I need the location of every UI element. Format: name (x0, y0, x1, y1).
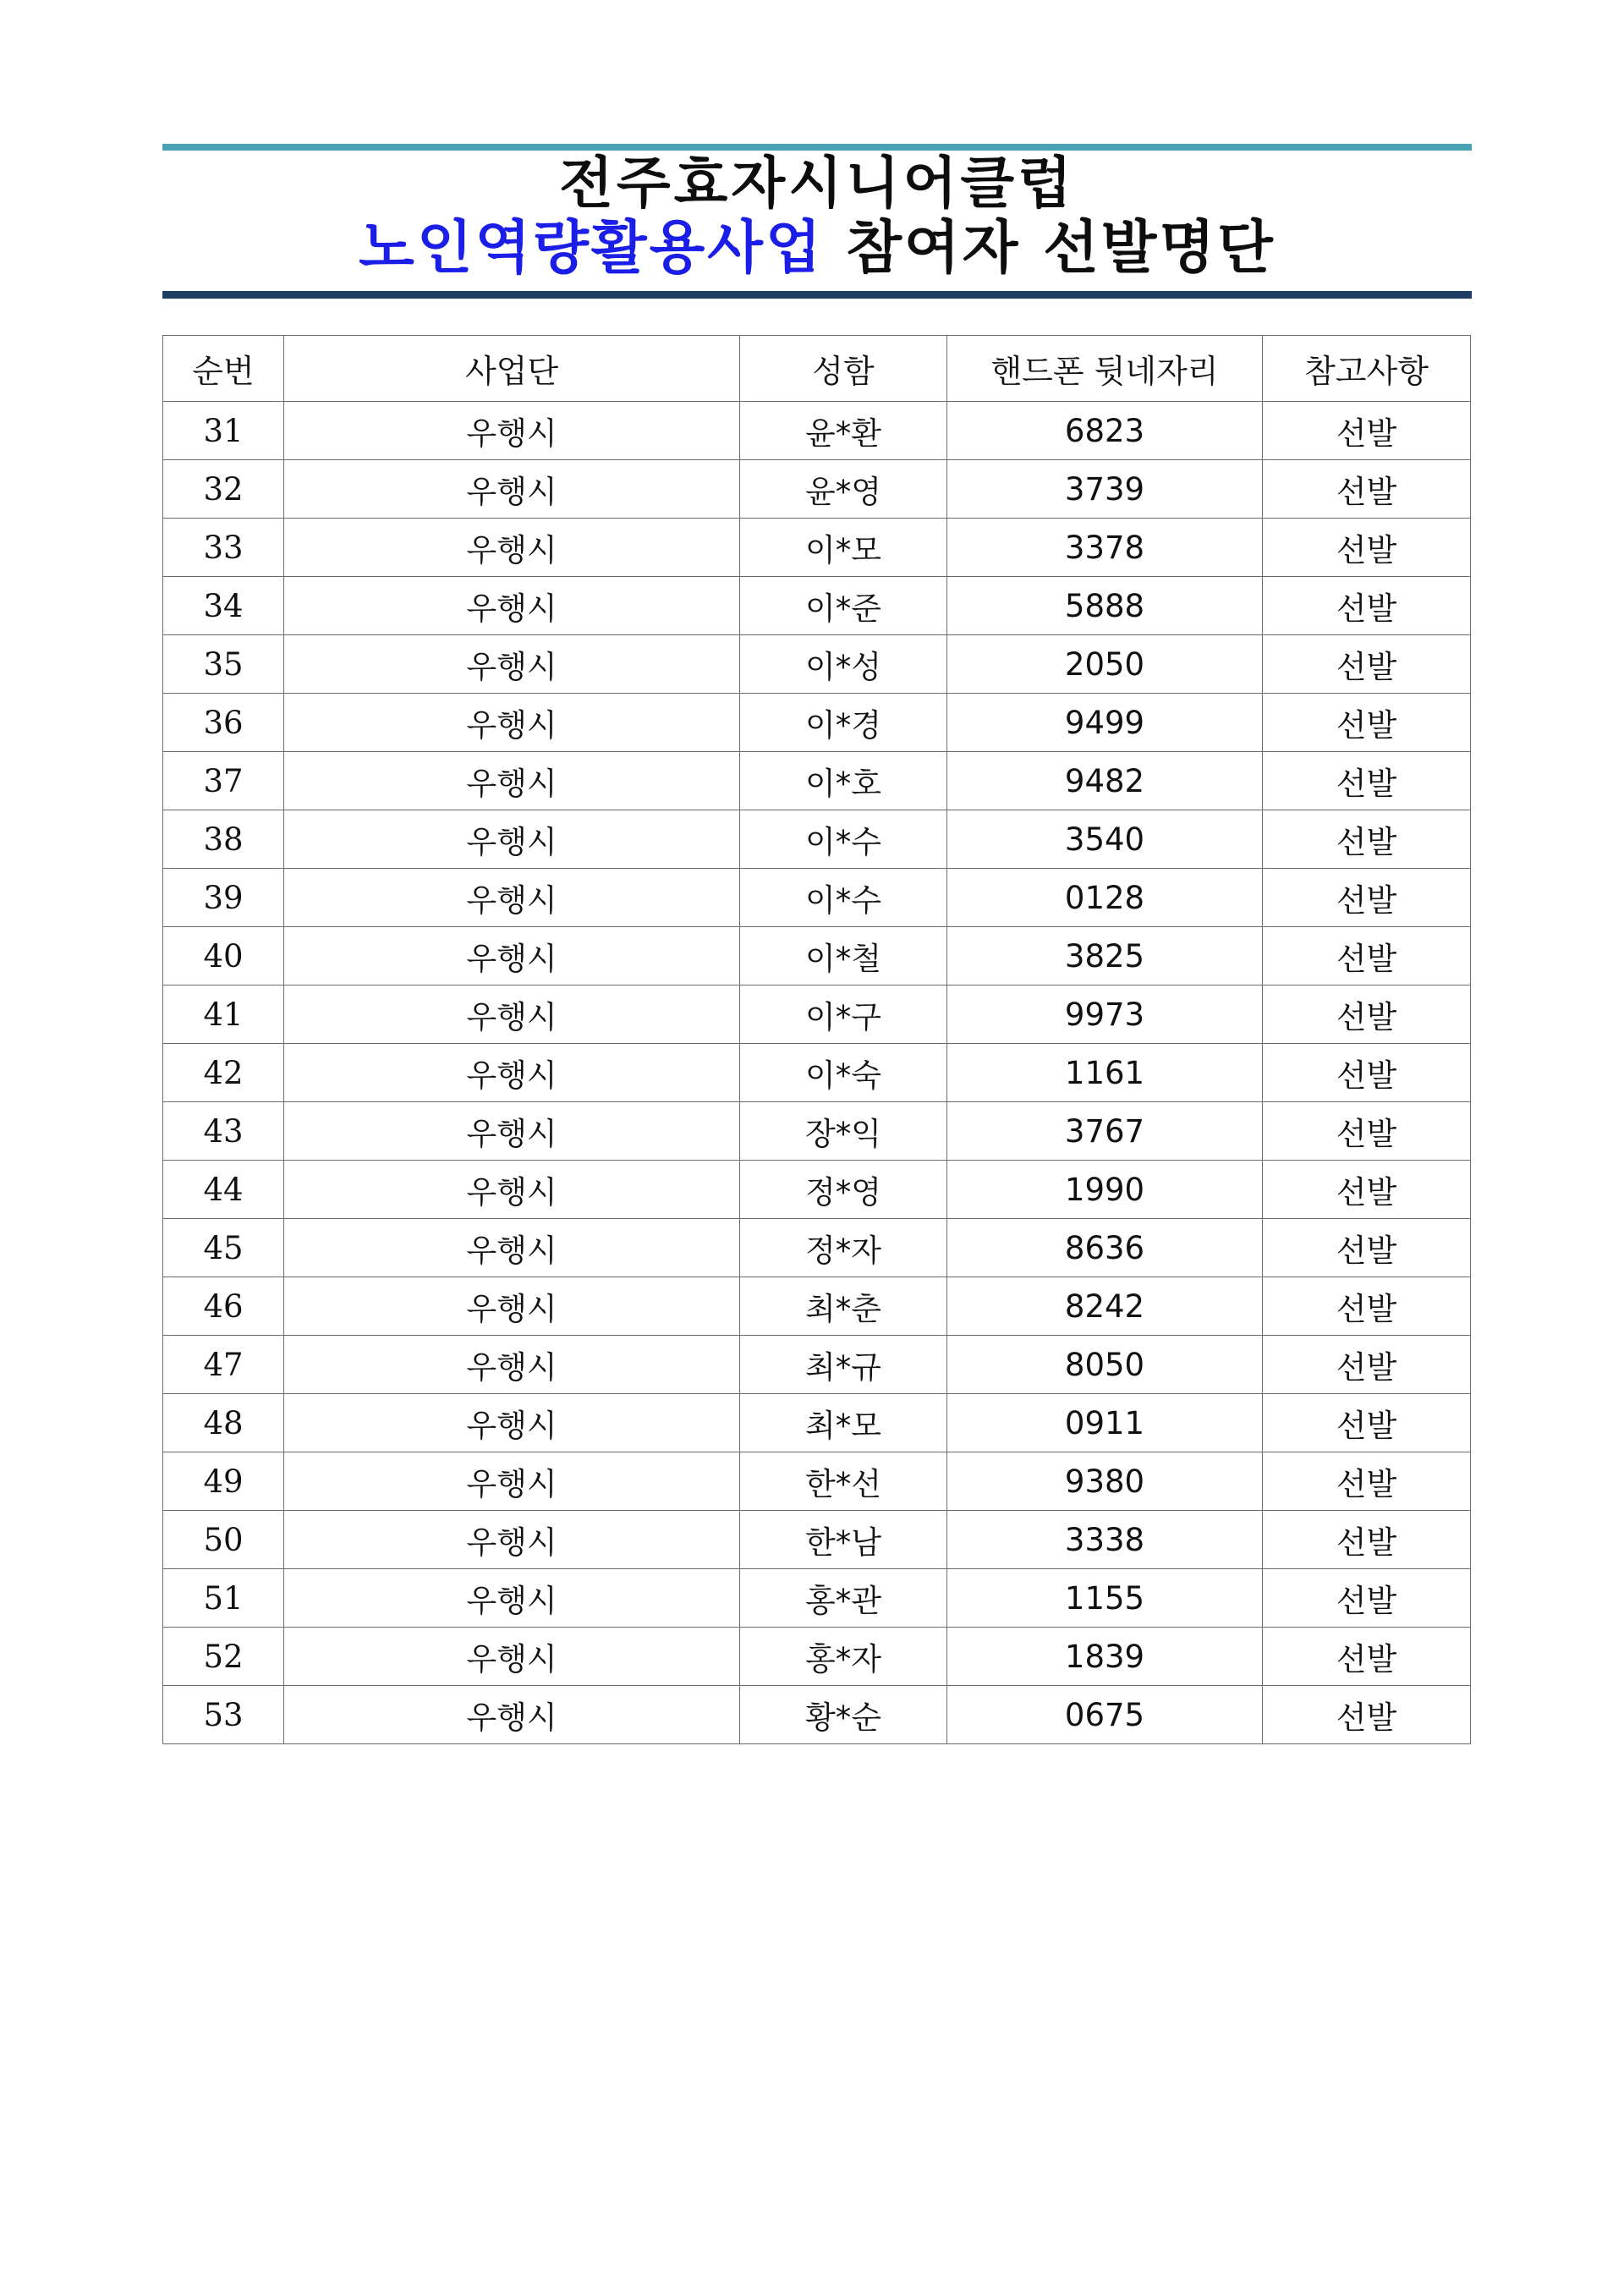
page-title-organization: 전주효자시니어클럽 (559, 151, 1075, 216)
cell-number: 41 (163, 986, 284, 1044)
cell-note: 선발 (1263, 635, 1471, 694)
cell-number: 46 (163, 1277, 284, 1336)
cell-phone-last4: 9380 (947, 1452, 1263, 1511)
cell-name: 최*춘 (740, 1277, 947, 1336)
cell-unit: 우행시 (284, 402, 740, 460)
cell-unit: 우행시 (284, 1628, 740, 1686)
cell-name: 홍*관 (740, 1569, 947, 1628)
cell-number: 50 (163, 1511, 284, 1569)
cell-note: 선발 (1263, 694, 1471, 752)
cell-phone-last4: 9499 (947, 694, 1263, 752)
cell-name: 정*자 (740, 1219, 947, 1277)
page-title-program (162, 215, 1472, 282)
cell-note: 선발 (1263, 1452, 1471, 1511)
program-name-highlight: 노인역량활용사업 (359, 215, 824, 282)
column-header-note: 참고사항 (1263, 336, 1471, 402)
column-header-unit: 사업단 (284, 336, 740, 402)
cell-number: 53 (163, 1686, 284, 1744)
cell-number: 37 (163, 752, 284, 810)
cell-unit: 우행시 (284, 1569, 740, 1628)
table-row (163, 1628, 1471, 1686)
cell-phone-last4: 9482 (947, 752, 1263, 810)
cell-name: 이*철 (740, 927, 947, 986)
table-row (163, 694, 1471, 752)
cell-phone-last4: 3540 (947, 810, 1263, 869)
participant-table (162, 335, 1471, 1744)
cell-name: 최*모 (740, 1394, 947, 1452)
program-title-suffix: 참여자 선발명단 (823, 215, 1276, 282)
cell-note: 선발 (1263, 986, 1471, 1044)
cell-unit: 우행시 (284, 927, 740, 986)
cell-note: 선발 (1263, 460, 1471, 519)
table-row (163, 1219, 1471, 1277)
cell-unit: 우행시 (284, 869, 740, 927)
cell-unit: 우행시 (284, 1044, 740, 1102)
table-row (163, 635, 1471, 694)
cell-unit: 우행시 (284, 1511, 740, 1569)
cell-note: 선발 (1263, 1336, 1471, 1394)
cell-name: 이*모 (740, 519, 947, 577)
cell-phone-last4: 3825 (947, 927, 1263, 986)
table-row (163, 869, 1471, 927)
cell-unit: 우행시 (284, 1336, 740, 1394)
column-header-number: 순번 (163, 336, 284, 402)
cell-phone-last4: 3739 (947, 460, 1263, 519)
cell-phone-last4: 2050 (947, 635, 1263, 694)
cell-phone-last4: 8636 (947, 1219, 1263, 1277)
cell-phone-last4: 8050 (947, 1336, 1263, 1394)
cell-number: 40 (163, 927, 284, 986)
cell-name: 홍*자 (740, 1628, 947, 1686)
table-row (163, 1452, 1471, 1511)
cell-number: 34 (163, 577, 284, 635)
cell-number: 48 (163, 1394, 284, 1452)
table-row (163, 1511, 1471, 1569)
cell-unit: 우행시 (284, 1686, 740, 1744)
cell-note: 선발 (1263, 1394, 1471, 1452)
cell-note: 선발 (1263, 869, 1471, 927)
cell-name: 한*선 (740, 1452, 947, 1511)
cell-number: 32 (163, 460, 284, 519)
cell-unit: 우행시 (284, 1161, 740, 1219)
cell-phone-last4: 0675 (947, 1686, 1263, 1744)
cell-unit: 우행시 (284, 1394, 740, 1452)
cell-note: 선발 (1263, 927, 1471, 986)
cell-unit: 우행시 (284, 986, 740, 1044)
cell-note: 선발 (1263, 1569, 1471, 1628)
cell-name: 이*준 (740, 577, 947, 635)
cell-note: 선발 (1263, 519, 1471, 577)
cell-number: 33 (163, 519, 284, 577)
column-header-name: 성함 (740, 336, 947, 402)
cell-name: 윤*영 (740, 460, 947, 519)
table-row (163, 1277, 1471, 1336)
table-row (163, 986, 1471, 1044)
cell-phone-last4: 1161 (947, 1044, 1263, 1102)
cell-number: 39 (163, 869, 284, 927)
table-row (163, 1686, 1471, 1744)
table-row (163, 1569, 1471, 1628)
cell-number: 49 (163, 1452, 284, 1511)
cell-name: 이*호 (740, 752, 947, 810)
title-top-rule (162, 144, 1472, 151)
cell-number: 38 (163, 810, 284, 869)
cell-number: 52 (163, 1628, 284, 1686)
table-row (163, 519, 1471, 577)
cell-note: 선발 (1263, 1511, 1471, 1569)
cell-unit: 우행시 (284, 694, 740, 752)
cell-name: 황*순 (740, 1686, 947, 1744)
cell-number: 45 (163, 1219, 284, 1277)
cell-unit: 우행시 (284, 810, 740, 869)
cell-phone-last4: 5888 (947, 577, 1263, 635)
cell-number: 47 (163, 1336, 284, 1394)
cell-name: 이*수 (740, 869, 947, 927)
cell-note: 선발 (1263, 1219, 1471, 1277)
cell-name: 장*익 (740, 1102, 947, 1161)
cell-phone-last4: 1990 (947, 1161, 1263, 1219)
table-row (163, 577, 1471, 635)
cell-number: 51 (163, 1569, 284, 1628)
cell-name: 이*수 (740, 810, 947, 869)
cell-number: 43 (163, 1102, 284, 1161)
cell-note: 선발 (1263, 1628, 1471, 1686)
cell-phone-last4: 0911 (947, 1394, 1263, 1452)
cell-name: 최*규 (740, 1336, 947, 1394)
cell-phone-last4: 3338 (947, 1511, 1263, 1569)
cell-name: 정*영 (740, 1161, 947, 1219)
cell-note: 선발 (1263, 402, 1471, 460)
cell-name: 윤*환 (740, 402, 947, 460)
cell-unit: 우행시 (284, 519, 740, 577)
cell-note: 선발 (1263, 1277, 1471, 1336)
title-bottom-rule (162, 291, 1472, 299)
column-header-phone: 핸드폰 뒷네자리 (947, 336, 1263, 402)
cell-phone-last4: 9973 (947, 986, 1263, 1044)
table-row (163, 1102, 1471, 1161)
table-row (163, 752, 1471, 810)
cell-name: 이*구 (740, 986, 947, 1044)
table-row (163, 1044, 1471, 1102)
cell-phone-last4: 3378 (947, 519, 1263, 577)
cell-name: 이*성 (740, 635, 947, 694)
table-row (163, 402, 1471, 460)
table-body (163, 402, 1471, 1744)
cell-unit: 우행시 (284, 460, 740, 519)
cell-note: 선발 (1263, 1686, 1471, 1744)
cell-number: 35 (163, 635, 284, 694)
cell-unit: 우행시 (284, 752, 740, 810)
cell-phone-last4: 0128 (947, 869, 1263, 927)
cell-name: 이*숙 (740, 1044, 947, 1102)
table-header-row (163, 336, 1471, 402)
cell-unit: 우행시 (284, 1102, 740, 1161)
cell-note: 선발 (1263, 577, 1471, 635)
cell-number: 31 (163, 402, 284, 460)
cell-phone-last4: 8242 (947, 1277, 1263, 1336)
cell-note: 선발 (1263, 1102, 1471, 1161)
cell-number: 36 (163, 694, 284, 752)
cell-phone-last4: 1839 (947, 1628, 1263, 1686)
cell-number: 42 (163, 1044, 284, 1102)
cell-unit: 우행시 (284, 577, 740, 635)
table-row (163, 1161, 1471, 1219)
cell-unit: 우행시 (284, 1452, 740, 1511)
cell-unit: 우행시 (284, 1219, 740, 1277)
table-row (163, 810, 1471, 869)
table-row (163, 460, 1471, 519)
cell-note: 선발 (1263, 1161, 1471, 1219)
cell-unit: 우행시 (284, 635, 740, 694)
cell-note: 선발 (1263, 1044, 1471, 1102)
table-row (163, 1336, 1471, 1394)
cell-note: 선발 (1263, 752, 1471, 810)
cell-number: 44 (163, 1161, 284, 1219)
cell-phone-last4: 1155 (947, 1569, 1263, 1628)
cell-name: 한*남 (740, 1511, 947, 1569)
table-row (163, 927, 1471, 986)
cell-note: 선발 (1263, 810, 1471, 869)
table-row (163, 1394, 1471, 1452)
cell-phone-last4: 3767 (947, 1102, 1263, 1161)
cell-name: 이*경 (740, 694, 947, 752)
cell-phone-last4: 6823 (947, 402, 1263, 460)
cell-unit: 우행시 (284, 1277, 740, 1336)
